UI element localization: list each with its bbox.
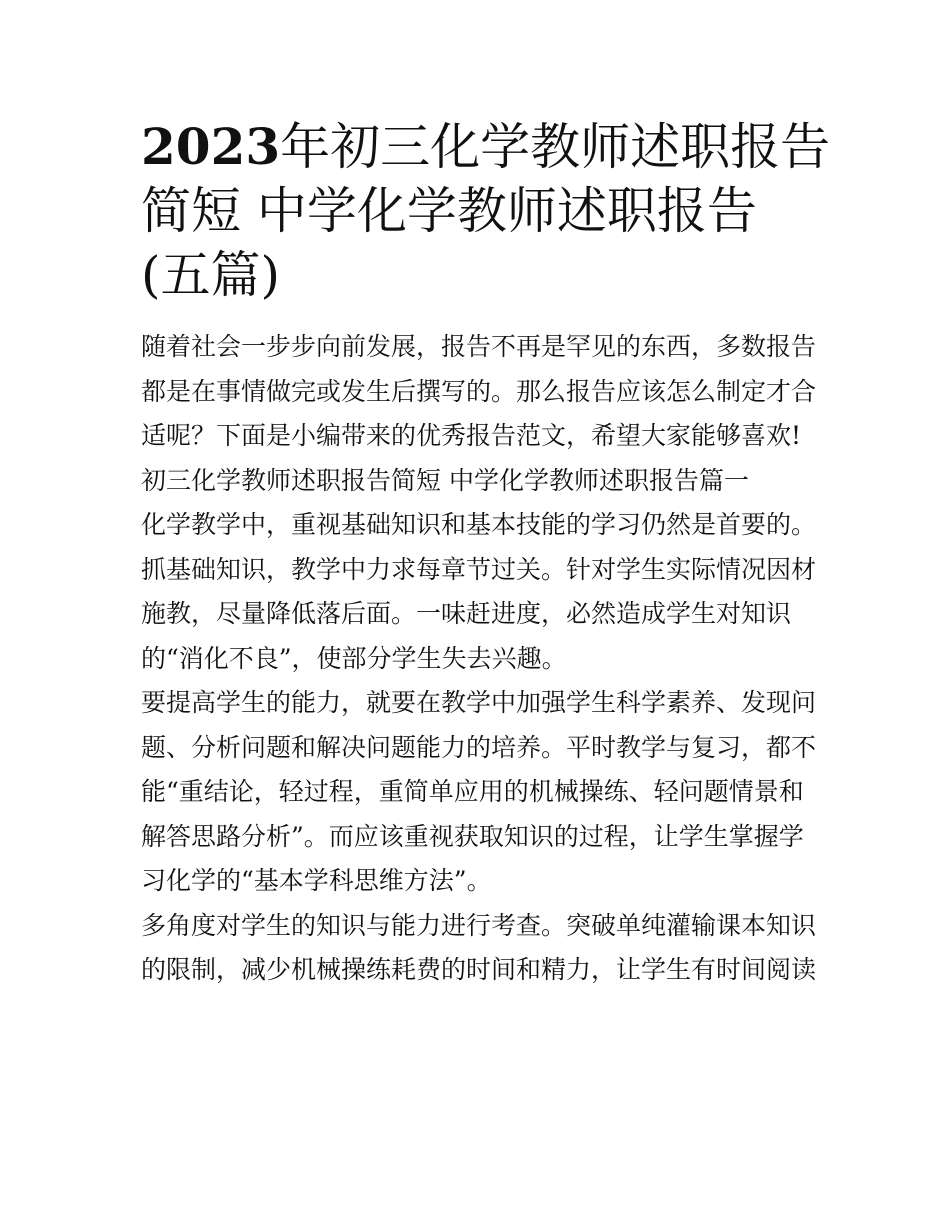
body-line: 多角度对学生的知识与能力进行考查。突破单纯灌输课本知识 <box>141 910 817 940</box>
body-line: 适呢？下面是小编带来的优秀报告范文，希望大家能够喜欢! <box>141 421 802 450</box>
title-line-2: 简短 中学化学教师述职报告 <box>141 182 757 240</box>
document-body <box>141 325 821 993</box>
body-line: 的“消化不良”，使部分学生失去兴趣。 <box>141 643 567 673</box>
title-year: 2023 <box>141 117 281 176</box>
body-line: 施教，尽量降低落后面。一味赶进度，必然造成学生对知识 <box>141 599 792 628</box>
body-line: 的限制，减少机械操练耗费的时间和精力，让学生有时间阅读 <box>141 955 817 984</box>
body-line: 要提高学生的能力，就要在教学中加强学生科学素养、发现问 <box>141 688 817 717</box>
body-line: 题、分析问题和解决问题能力的培养。平时教学与复习，都不 <box>141 732 817 762</box>
body-line: 化学教学中，重视基础知识和基本技能的学习仍然是首要的。 <box>141 510 817 539</box>
section-heading: 初三化学教师述职报告简短 中学化学教师述职报告篇一 <box>141 465 749 495</box>
body-line: 都是在事情做完或发生后撰写的。那么报告应该怎么制定才合 <box>141 376 817 406</box>
document-page <box>141 115 831 993</box>
body-line: 随着社会一步步向前发展，报告不再是罕见的东西，多数报告 <box>141 332 817 361</box>
body-line: 能“重结论，轻过程，重简单应用的机械操练、轻问题情景和 <box>141 777 804 806</box>
body-line: 解答思路分析”。而应该重视获取知识的过程，让学生掌握学 <box>141 821 804 851</box>
title-line-1-text: 年初三化学教师述职报告 <box>280 118 831 176</box>
document-title <box>141 115 831 307</box>
title-line-3: (五篇) <box>141 246 281 304</box>
body-line: 抓基础知识，教学中力求每章节过关。针对学生实际情况因材 <box>141 554 817 584</box>
body-line: 习化学的“基本学科思维方法”。 <box>141 866 492 895</box>
title-line-1 <box>141 115 831 179</box>
